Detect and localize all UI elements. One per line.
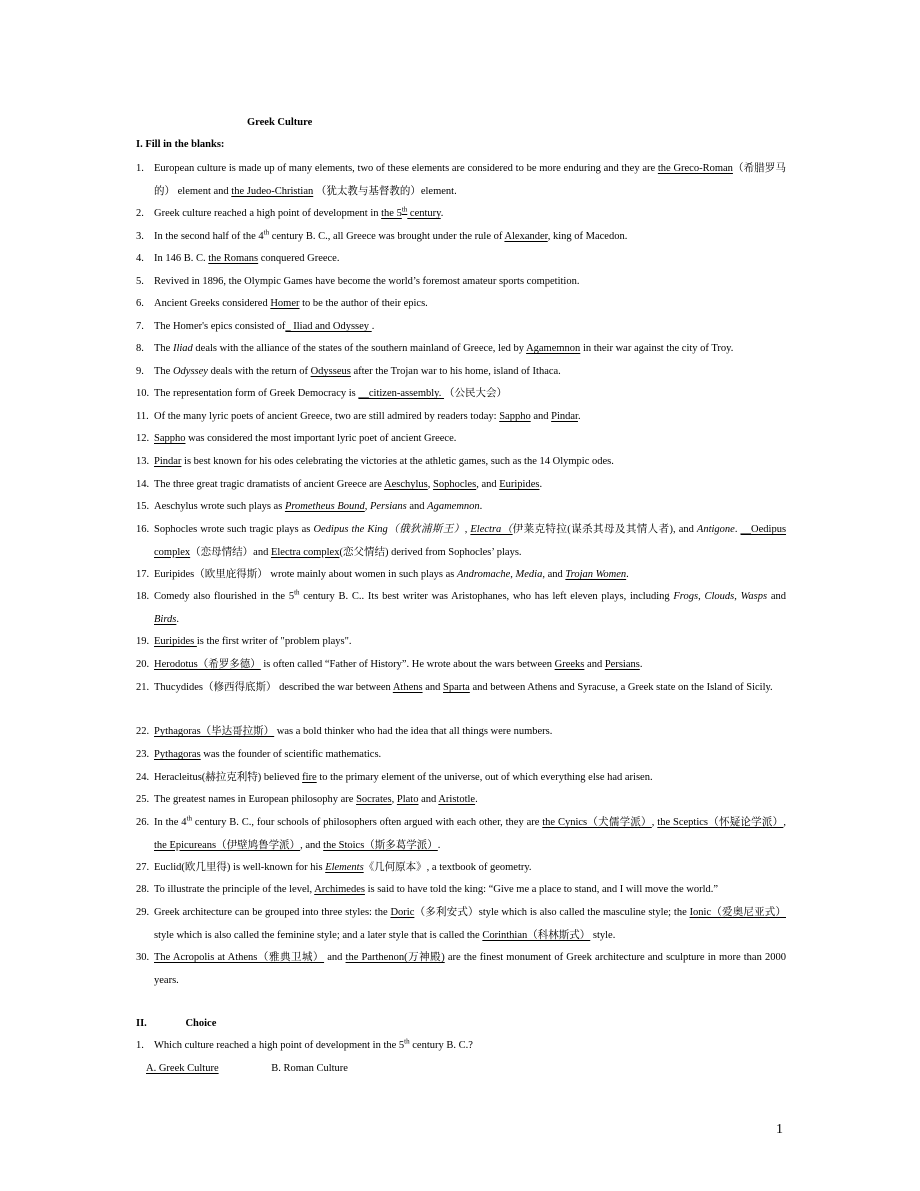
text-run: and [418,794,439,805]
text-run: century B. C., four schools of philosophers often argued with each other, they are [192,817,543,828]
item-number: 6. [136,298,144,309]
answer-blank: Plato [396,794,419,805]
text-run: is often called “Father of History”. He wrote about the wars between [260,659,555,670]
list-item [136,767,786,790]
text-run: Wasps [740,591,768,602]
item-number: 10. [136,388,150,399]
choice-option-b[interactable]: B. Roman Culture [271,1063,348,1074]
list-item [136,812,786,857]
choice-options [146,1063,348,1074]
text-run: deals with the alliance of the states of the southern mainland of Greece, led by [192,343,527,354]
text-run: Antigone [696,524,735,535]
text-run: is best known for his odes celebrating the victories at the athletic games, such as the 14 Olympic odes. [181,456,614,467]
answer-blank: Sappho [499,411,531,422]
list-item [136,428,786,451]
list-item [136,293,786,316]
list-item [136,158,786,203]
text-run: and [422,682,443,693]
text-run: Agamemnon [427,501,480,512]
text-run: Iliad [172,343,193,354]
text-run: Clouds [704,591,735,602]
item-number: 2. [136,208,144,219]
item-number: 8. [136,343,144,354]
text-run: , [464,524,471,535]
list-item [136,451,786,474]
text-run: The representation form of Greek Democracy is [154,388,359,399]
text-run: after the Trojan war to his home, island of Ithaca. [350,366,561,377]
text-run: Persians [370,501,407,512]
item-text [136,744,786,767]
answer-blank: the Romans [208,253,259,264]
answer-blank: Euripides [154,636,197,647]
section-fill-blanks-heading: I. Fill in the blanks: [136,139,225,150]
list-item [136,519,786,564]
answer-blank: _ Iliad and Odyssey [285,321,372,332]
text-run: The Homer's epics consisted of [154,321,286,332]
text-run: 《几何原本》, a textbook of geometry. [363,862,532,873]
text-run: Greek culture reached a high point of development in [154,208,382,219]
list-item [136,248,786,271]
item-number: 16. [136,524,150,535]
item-number: 29. [136,907,150,918]
item-number: 1. [136,163,144,174]
answer-blank: Pythagoras [154,749,201,760]
text-run: . [176,613,179,625]
text-run: , [734,591,741,602]
text-run: . [626,569,629,580]
item-text [136,631,786,654]
text-run: （恋母情结）and [190,546,271,558]
item-number: 9. [136,366,144,377]
list-item [136,947,786,992]
answer-blank: century [407,208,441,219]
item-number: 5. [136,276,144,287]
text-run: Ancient Greeks considered [154,298,271,309]
answer-blank: Ionic（爱奥尼亚式） [689,907,786,918]
text-run: （希腊罗马的） element and [154,163,786,197]
list-item [136,271,786,294]
answer-blank: __Oedipus complex [154,524,787,558]
text-run: The three great tragic dramatists of ancient Greece are [154,479,385,490]
answer-blank: th [401,205,408,214]
text-run: th [186,814,193,823]
text-run: Frogs [673,591,699,602]
text-run: , [510,569,516,580]
text-run: European culture is made up of many elements, two of these elements are considered to be more enduring and they are [154,163,658,174]
item-text [136,406,786,429]
answer-blank: Homer [270,298,300,309]
text-run: Aeschylus wrote such plays as [154,501,285,512]
item-text [136,316,786,339]
item-number: 7. [136,321,144,332]
text-run: th [404,1037,410,1046]
answer-blank: Pindar [154,456,182,467]
item-text [136,947,786,992]
answer-blank: Greeks [554,659,585,670]
text-run: , [364,501,370,512]
text-run: was considered the most important lyric poet of ancient Greece. [185,433,457,444]
text-run: , and [300,839,324,851]
text-run: are the finest monument of Greek architecture and sculpture in more than 2000 years. [154,952,786,986]
choice-question-text [136,1035,786,1058]
list-item [136,631,786,654]
answer-blank: Sparta [443,682,470,693]
text-run: and between Athens and Syracuse, a Greek state on the Island of Sicily. [469,682,773,693]
text-run: （犹太教与基督教的）element. [313,185,457,197]
answer-blank: the Stoics（斯多葛学派） [323,839,438,851]
item-text [136,879,786,902]
answer-blank: the 5 [381,208,402,219]
answer-blank: Euripides [499,479,540,490]
answer-blank: Corinthian（科林斯式） [482,929,591,941]
item-number: 30. [136,952,150,963]
text-run: was the founder of scientific mathematics. [200,749,382,760]
text-run: Revived in 1896, the Olympic Games have become the world’s foremost amateur sports competition. [154,276,580,287]
answer-blank: Doric [390,907,415,918]
item-number: 14. [136,479,150,490]
item-number: 11. [136,411,149,422]
text-run: , [391,794,397,805]
item-number: 26. [136,817,150,828]
text-run: deals with the return of [207,366,311,377]
text-run: , [427,479,434,490]
answer-blank: the Sceptics（怀疑论学派） [657,817,784,828]
text-run: In 146 B. C. [154,253,209,264]
text-run: . [639,659,643,670]
text-run: The [154,366,173,377]
item-text [136,564,786,587]
list-item [136,744,786,767]
list-item [136,654,786,677]
answer-blank: Alexander [504,231,548,242]
answer-blank: Electra（ [470,524,513,535]
text-run: 伊莱克特拉(谋杀其母及其情人者), and [512,524,697,535]
answer-blank: Athens [392,682,423,693]
item-text [136,451,786,474]
list-item [136,789,786,812]
answer-blank: the Cynics（犬儒学派） [542,817,652,828]
list-item [136,857,786,880]
text-run: , and [542,569,566,580]
item-number: 12. [136,433,150,444]
item-number: 22. [136,726,150,737]
choice-option-a[interactable]: A. Greek Culture [146,1063,219,1074]
text-run: th [294,588,300,597]
text-run: . [479,501,483,512]
text-run: Thucydides（修西得底斯） described the war between [154,682,393,693]
answer-blank: Odysseus [310,366,351,377]
text-run: was a bold thinker who had the idea that all things were numbers. [274,726,553,737]
answer-blank: Archimedes [314,884,365,895]
text-run: Oedipus the King（俄狄浦斯王） [313,524,465,535]
item-text [136,677,786,700]
text-run: . [371,321,375,332]
answer-blank: Pindar [551,411,578,422]
item-text [136,293,786,316]
text-run: Odyssey [172,366,208,377]
list-item [136,496,786,519]
item-text [136,361,786,384]
item-text [136,383,786,406]
text-run: , king of Macedon. [547,231,628,242]
list-item [136,383,786,406]
answer-blank: Trojan Women [565,569,627,580]
text-run: and [324,952,346,963]
text-run: and [406,501,428,512]
text-run: conquered Greece. [258,253,340,264]
item-text [136,338,786,361]
answer-blank: Pythagoras（毕达哥拉斯） [154,726,275,737]
text-run: and [584,659,605,670]
text-run: To illustrate the principle of the level, [154,884,315,895]
item-number: 28. [136,884,150,895]
text-run: century B. C.. Its best writer was Aristophanes, who has left eleven plays, including [299,591,674,602]
text-run: (恋父情结) derived from Sophocles’ plays. [339,546,522,558]
text-run: is said to have told the king: “Give me a place to stand, and I will move the world.” [364,884,719,895]
list-item [136,226,786,249]
answer-blank: __citizen-assembly. [358,388,445,399]
answer-blank: fire [302,772,317,783]
document-title: Greek Culture [247,117,313,128]
list-item [136,721,786,744]
item-number: 4. [136,253,144,264]
answer-blank: Sappho [154,433,186,444]
answer-blank: Prometheus Bound [284,501,365,512]
text-run: （多利安式）style which is also called the masculine style; the [414,907,690,918]
page-number: 1 [776,1122,783,1137]
item-number: 24. [136,772,150,783]
answer-blank: the Greco-Roman [657,163,733,174]
text-run: century B. C.? [409,1040,473,1051]
choice-question [136,1035,786,1058]
text-run: , [698,591,705,602]
answer-blank: The Acropolis at Athens（雅典卫城） [154,952,325,963]
list-item [136,203,786,226]
item-number: 19. [136,636,150,647]
list-item [136,361,786,384]
item-text [136,519,786,564]
section-choice-label: Choice [185,1018,217,1029]
item-number: 23. [136,749,150,760]
list-item [136,902,786,947]
list-item [136,677,786,700]
answer-blank: Socrates [356,794,392,805]
answer-blank: the Parthenon(万神殿) [345,952,445,963]
answer-blank: Sophocles [433,479,477,490]
text-run: Sophocles wrote such tragic plays as [154,524,314,535]
choice-question-number: 1. [136,1040,144,1051]
text-run: In the second half of the 4 [154,231,264,242]
answer-blank: Herodotus（希罗多德） [154,659,261,670]
text-run: Andromache [457,569,511,580]
text-run: , and [476,479,500,490]
item-text [136,586,786,631]
text-run: to be the author of their epics. [299,298,428,309]
item-text [136,857,786,880]
list-item [136,586,786,631]
text-run: Which culture reached a high point of development in the 5 [154,1040,405,1051]
item-text [136,654,786,677]
text-run: . [577,411,581,422]
item-number: 27. [136,862,150,873]
text-run: In the 4 [154,817,187,828]
text-run: . [475,794,478,805]
answer-blank: the Judeo-Christian [231,185,314,197]
text-run: . [734,524,741,535]
answer-blank: Aeschylus [384,479,428,490]
text-run: . [437,839,441,851]
text-run: style which is also called the feminine style; and a later style that is called the [154,929,483,941]
item-text [136,721,786,744]
item-text [136,428,786,451]
item-text [136,203,786,226]
text-run: and [530,411,552,422]
item-number: 3. [136,231,144,242]
text-run: and [767,591,787,602]
item-text [136,902,786,947]
item-number: 17. [136,569,150,580]
text-run: The [154,343,173,354]
text-run: in their war against the city of Troy. [580,343,734,354]
item-text [136,812,786,857]
text-run: Euclid(欧几里得) is well-known for his [154,862,326,873]
item-text [136,767,786,790]
text-run: Greek architecture can be grouped into three styles: the [154,907,391,918]
text-run: , [783,817,787,828]
answer-blank: the Epicureans（伊壁鸠鲁学派） [154,839,301,851]
item-text [136,248,786,271]
section-choice-numeral: II. [136,1018,147,1029]
text-run: . [539,479,543,490]
list-item [136,474,786,497]
text-run: is the first writer of "problem plays". [196,636,352,647]
item-text [136,789,786,812]
section-choice-heading [136,1018,216,1029]
item-text [136,496,786,519]
answer-blank: Persians [604,659,640,670]
answer-blank: Aristotle [438,794,476,805]
item-number: 20. [136,659,150,670]
item-text [136,474,786,497]
item-number: 25. [136,794,150,805]
text-run: th [263,228,270,237]
item-number: 13. [136,456,150,467]
item-text [136,158,786,203]
text-run: style. [590,929,616,941]
text-run: Of the many lyric poets of ancient Greece, two are still admired by readers today: [154,411,500,422]
text-run: , [651,817,658,828]
text-run: to the primary element of the universe, out of which everything else had arisen. [316,772,653,783]
text-run: Comedy also flourished in the 5 [154,591,295,602]
item-number: 18. [136,591,150,602]
list-item [136,406,786,429]
answer-blank: Agamemnon [526,343,581,354]
list-item [136,338,786,361]
list-item [136,316,786,339]
text-run: Euripides（欧里庇得斯） wrote mainly about women in such plays as [154,569,457,580]
text-run: Heracleitus(赫拉克利特) believed [154,772,303,783]
text-run: Media [515,569,543,580]
item-text [136,271,786,294]
answer-blank: Elements [325,862,364,873]
answer-blank: Electra complex [270,546,340,558]
item-number: 21. [136,682,150,693]
answer-blank: Birds [154,613,177,625]
item-text [136,226,786,249]
text-run: The greatest names in European philosophy are [154,794,357,805]
list-item [136,564,786,587]
list-item [136,879,786,902]
text-run: （公民大会） [444,388,508,399]
text-run: century B. C., all Greece was brought under the rule of [269,231,505,242]
text-run: . [440,208,444,219]
item-number: 15. [136,501,150,512]
